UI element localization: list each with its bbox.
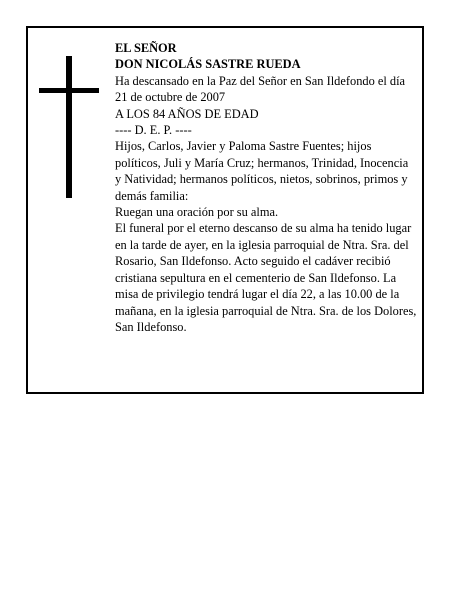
funeral-details: El funeral por el eterno descanso de su alma ha tenido lugar en la tarde de ayer, en la iglesia parroquial de Ntra. Sra. del Rosario, San Ildefonso. Acto seguido el cadáver recibió cristiana sepultura en el cementerio de San Ildefonso. La misa de privilegio tendrá lugar el día 22, a las 10.00 de la mañana, en la iglesia parroquial de Ntra. Sra. de los Dolores, San Ildefonso. [115,221,417,334]
prayer-request: Ruegan una oración por su alma. [115,205,279,220]
family-list: Hijos, Carlos, Javier y Paloma Sastre Fuentes; hijos políticos, Juli y María Cruz; hermanos, Trinidad, Inocencia y Natividad; hermanos políticos, nietos, sobrinos, primos y demás familia: [115,139,409,203]
cross-horizontal-bar [39,88,99,93]
age-statement: A LOS 84 AÑOS DE EDAD [115,106,259,121]
notice-text [115,40,417,335]
rip-line: ---- D. E. P. ---- [115,123,192,138]
rest-statement: Ha descansado en la Paz del Señor en San Ildefondo el día 21 de octubre de 2007 [115,73,406,105]
obituary-notice [26,26,424,394]
cross-vertical-bar [66,56,72,198]
cross-icon [39,56,99,198]
deceased-name: DON NICOLÁS SASTRE RUEDA [115,57,301,72]
heading-line-1: EL SEÑOR [115,41,177,55]
